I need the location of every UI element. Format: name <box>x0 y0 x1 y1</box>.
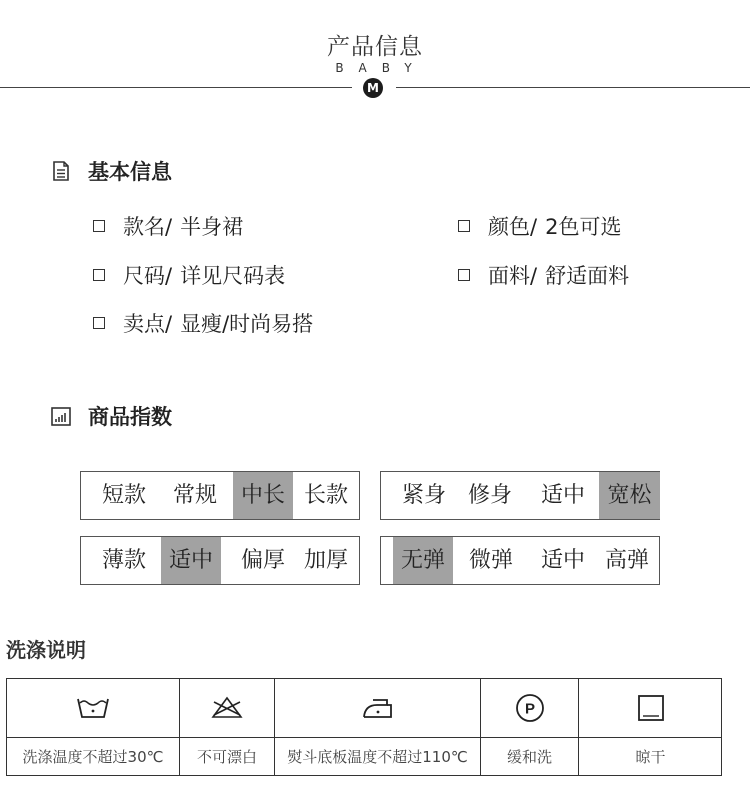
page-subtitle: BABY <box>335 61 427 75</box>
index-option: 加厚 <box>303 548 348 573</box>
wash-label: 晾干 <box>635 748 666 766</box>
basic-info-heading <box>50 158 172 184</box>
index-option-selected: 适中 <box>161 537 221 584</box>
index-option: 常规 <box>172 483 217 508</box>
no-bleach-icon <box>210 695 244 721</box>
info-key: 颜色/ <box>488 215 538 239</box>
info-value: 半身裙 <box>180 215 244 239</box>
index-elasticity <box>380 536 660 585</box>
wash-label: 缓和洗 <box>506 748 552 766</box>
info-item-color <box>458 211 621 241</box>
index-title: 商品指数 <box>88 405 172 429</box>
index-option: 高弹 <box>604 548 649 573</box>
index-option-selected: 无弹 <box>393 537 453 584</box>
checkbox-icon <box>93 269 105 281</box>
dry-clean-symbol: P <box>524 700 535 718</box>
index-option: 长款 <box>303 483 348 508</box>
gentle-dry-clean-icon <box>514 692 546 724</box>
index-thickness <box>80 536 360 585</box>
wash-label: 洗涤温度不超过30℃ <box>22 748 164 766</box>
index-heading <box>50 403 172 429</box>
basic-info-title: 基本信息 <box>88 160 172 184</box>
info-item-selling-point <box>93 308 313 338</box>
divider-left <box>0 87 352 88</box>
index-option: 适中 <box>540 548 585 573</box>
info-key: 尺码/ <box>123 264 173 288</box>
wash-30-icon <box>76 695 110 721</box>
wash-label: 不可漂白 <box>196 748 257 766</box>
info-key: 面料/ <box>488 264 538 288</box>
index-option: 薄款 <box>101 548 146 573</box>
wash-cell-icon <box>275 691 480 725</box>
index-option-selected: 中长 <box>233 472 293 519</box>
info-value: 舒适面料 <box>545 264 630 288</box>
index-option-selected: 宽松 <box>599 472 660 519</box>
divider-right <box>396 87 750 88</box>
page-title: 产品信息 <box>327 34 423 60</box>
info-value: 详见尺码表 <box>180 264 286 288</box>
wash-cell-icon <box>7 691 179 725</box>
wash-cell-icon <box>180 691 274 725</box>
size-badge: M <box>363 78 383 98</box>
index-option: 微弹 <box>468 548 513 573</box>
info-item-style-name <box>93 211 243 241</box>
checkbox-icon <box>93 220 105 232</box>
bar-chart-icon <box>50 405 72 427</box>
checkbox-icon <box>458 220 470 232</box>
index-fit <box>380 471 660 520</box>
washing-table <box>6 678 722 776</box>
index-option: 紧身 <box>401 483 446 508</box>
index-length <box>80 471 360 520</box>
checkbox-icon <box>93 317 105 329</box>
info-value: 2色可选 <box>545 215 622 239</box>
info-key: 款名/ <box>123 215 173 239</box>
info-value: 显瘦/时尚易搭 <box>180 312 314 336</box>
index-option: 适中 <box>540 483 585 508</box>
index-option: 短款 <box>101 483 146 508</box>
checkbox-icon <box>458 269 470 281</box>
iron-icon <box>361 695 395 721</box>
washing-title: 洗涤说明 <box>6 638 86 662</box>
document-icon <box>50 160 72 182</box>
info-key: 卖点/ <box>123 312 173 336</box>
line-dry-icon <box>636 693 666 723</box>
wash-label: 熨斗底板温度不超过110℃ <box>287 748 468 766</box>
wash-cell-icon <box>579 691 722 725</box>
info-item-size <box>93 260 285 290</box>
wash-cell-icon <box>481 691 578 725</box>
index-option: 偏厚 <box>240 548 285 573</box>
index-option: 修身 <box>467 483 512 508</box>
info-item-fabric <box>458 260 629 290</box>
